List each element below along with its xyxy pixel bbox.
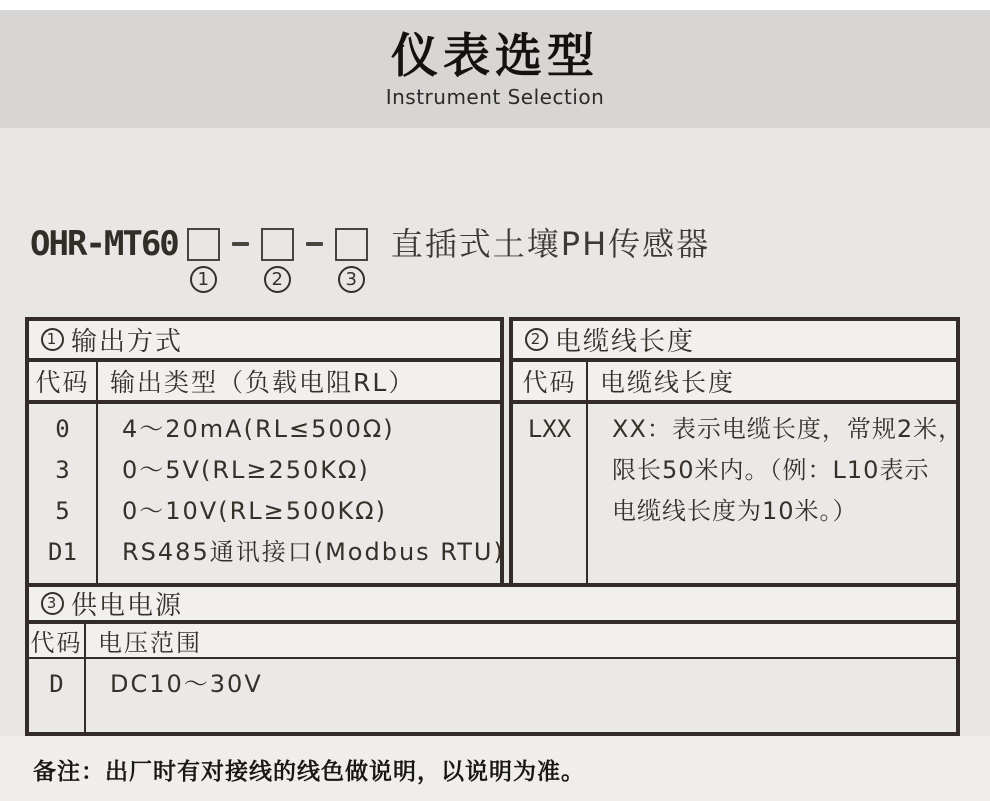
cable-section-title — [513, 321, 956, 362]
output-desc: RS485通讯接口(Modbus RTU) — [122, 538, 505, 566]
cable-desc-line: 限长50米内。（例：L10表示 — [612, 456, 930, 484]
cable-section-title-text: 电缆线长度 — [555, 327, 696, 357]
output-section-table — [25, 317, 504, 583]
power-section-table — [25, 583, 960, 736]
code-header-cell: 代码 — [513, 362, 588, 400]
output-section-title — [29, 321, 500, 362]
dash-separator-icon — [306, 242, 323, 246]
cable-code-column — [513, 404, 588, 583]
circled-2-icon: 2 — [264, 266, 291, 293]
power-section-title-text: 供电电源 — [71, 591, 184, 621]
desc-header-cell: 电缆线长度 — [600, 368, 736, 397]
cable-code: LXX — [527, 415, 572, 443]
model-description: 直插式土壤PH传感器 — [390, 225, 711, 263]
output-desc: 0～5V(RL≥250KΩ) — [122, 456, 370, 484]
model-code-diagram — [30, 222, 710, 293]
dash-separator-icon — [232, 242, 249, 246]
power-section-title — [29, 587, 956, 624]
output-code-column — [29, 404, 98, 583]
power-desc: DC10～30V — [110, 670, 263, 698]
output-desc: 4～20mA(RL≤500Ω) — [122, 415, 395, 443]
footer-note — [33, 753, 585, 786]
power-desc-column — [86, 659, 956, 733]
cable-header-row — [513, 362, 956, 404]
model-slot-3 — [335, 222, 368, 293]
output-code: 5 — [55, 497, 70, 525]
output-body — [29, 404, 505, 583]
circled-3-icon: 3 — [41, 592, 64, 615]
desc-header-cell: 电压范围 — [98, 629, 202, 657]
output-header-row — [29, 362, 500, 404]
footer-note-label: 备注： — [33, 759, 105, 785]
circled-2-icon: 2 — [525, 328, 548, 351]
page-header — [0, 10, 990, 128]
output-desc-column — [98, 404, 505, 583]
output-code: 0 — [55, 415, 70, 443]
power-code: D — [49, 670, 64, 698]
output-desc: 0～10V(RL≥500KΩ) — [122, 497, 387, 525]
model-slot-1 — [187, 222, 220, 293]
page-title: 仪表选型 — [391, 29, 599, 84]
footer-note-text: 出厂时有对接线的线色做说明，以说明为准。 — [105, 759, 585, 785]
cable-desc-column — [588, 404, 964, 583]
cable-desc-line: XX：表示电缆长度，常规2米， — [612, 415, 964, 443]
circled-3-icon: 3 — [338, 266, 365, 293]
circled-1-icon: 1 — [41, 328, 64, 351]
cable-desc-line: 电缆线长度为10米。） — [612, 497, 858, 525]
top-margin — [0, 0, 990, 10]
circled-1-icon: 1 — [190, 266, 217, 293]
model-prefix: OHR-MT60 — [30, 224, 178, 264]
output-code: D1 — [48, 538, 77, 566]
cable-body — [513, 404, 964, 583]
model-box-2 — [261, 228, 294, 261]
code-header-cell: 代码 — [29, 362, 98, 400]
cable-section-table — [509, 317, 964, 583]
output-code: 3 — [55, 456, 70, 484]
power-body — [29, 659, 956, 733]
page-subtitle: Instrument Selection — [385, 85, 605, 110]
power-code-column — [29, 659, 86, 733]
power-header-row — [29, 624, 956, 659]
desc-header-cell: 输出类型（负载电阻RL） — [110, 368, 416, 397]
model-box-3 — [335, 228, 368, 261]
output-section-title-text: 输出方式 — [71, 327, 184, 357]
model-box-1 — [187, 228, 220, 261]
model-slot-2 — [261, 222, 294, 293]
code-header-cell: 代码 — [29, 624, 86, 657]
